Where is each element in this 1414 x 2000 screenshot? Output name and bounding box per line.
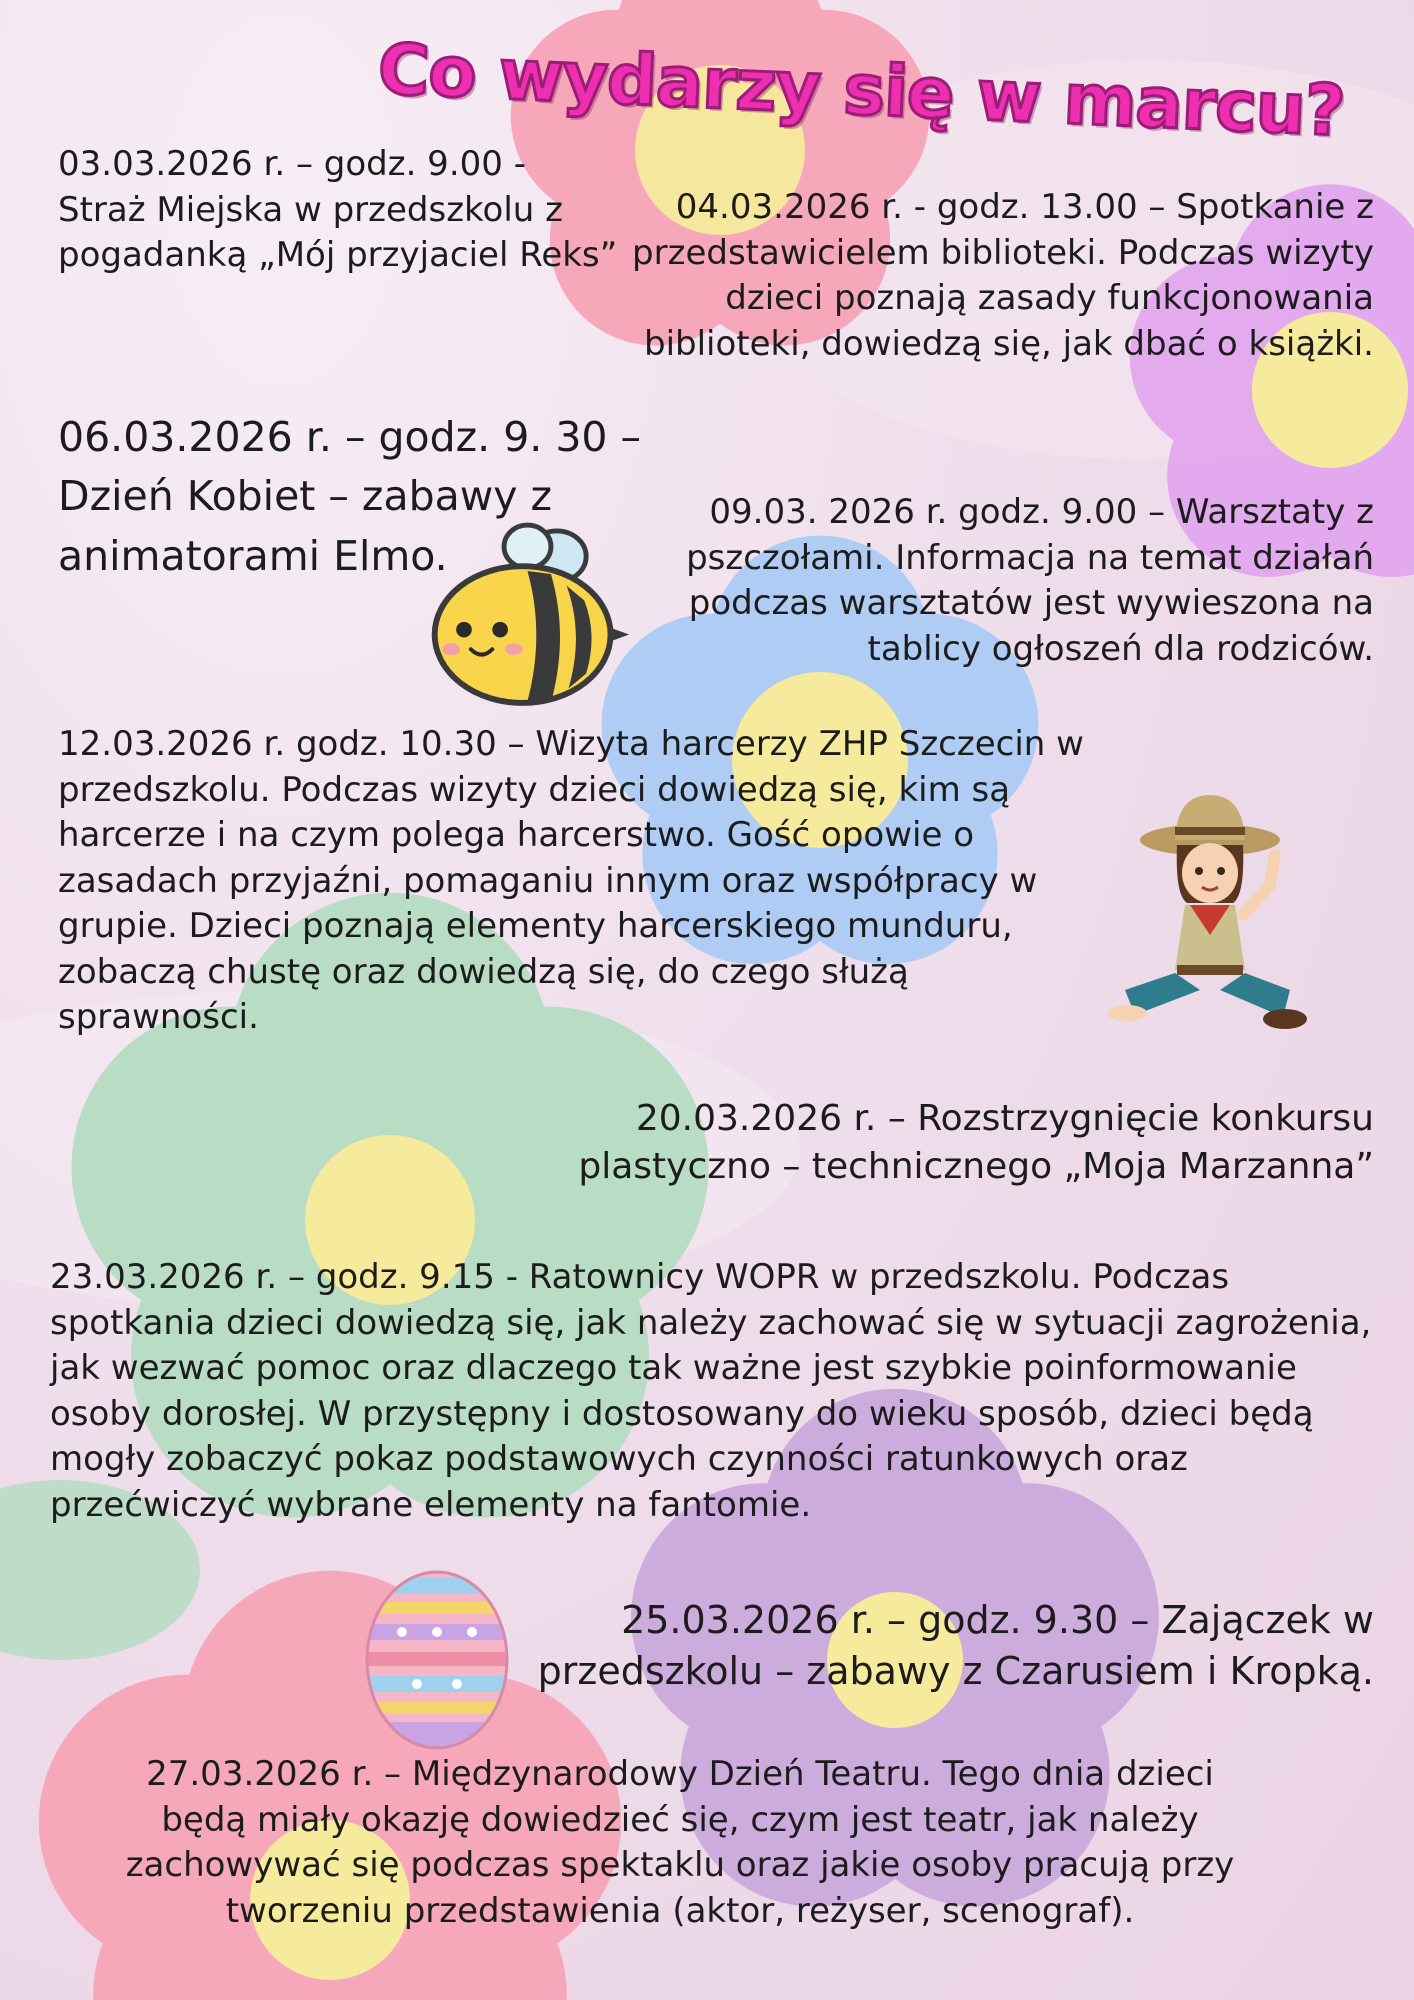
event-23-03: 23.03.2026 r. – godz. 9.15 - Ratownicy WOPR w przedszkolu. Podczas spotkania dzieci dowiedzą się, jak należy zachować się w sytuacji zagrożenia, jak wezwać pomoc oraz dlaczego tak ważne jest szybkie poinformowanie osoby dorosłej. W przystępny i dostosowany do wieku sposób, dzieci będą mogły zobaczyć pokaz podstawowych czynności ratunkowych oraz przećwiczyć wybrane elementy na fantomie. xyxy=(50,1257,1372,1525)
scout-girl-illustration xyxy=(1105,785,1315,1035)
event-20-03: 20.03.2026 r. – Rozstrzygnięcie konkursu plastyczno – technicznego „Moja Marzanna” xyxy=(578,1098,1374,1188)
event-27-03: 27.03.2026 r. – Międzynarodowy Dzień Teatru. Tego dnia dzieci będą miały okazję dowiedzieć się, czym jest teatr, jak należy zachowywać się podczas spektaklu oraz jakie osoby pracują przy tworzeniu przedstawienia (aktor, reżyser, scenograf). xyxy=(125,1754,1235,1931)
event-06-03: 06.03.2026 r. – godz. 9. 30 – Dzień Kobiet – zabawy z animatorami Elmo. xyxy=(58,413,642,580)
event-04-03: 04.03.2026 r. - godz. 13.00 – Spotkanie z przedstawicielem biblioteki. Podczas wizyty dzieci poznają zasady funkcjonowania biblioteki, dowiedzą się, jak dbać o książki. xyxy=(632,187,1374,364)
event-12-03: 12.03.2026 r. godz. 10.30 – Wizyta harcerzy ZHP Szczecin w przedszkolu. Podczas wizyty dzieci dowiedzą się, kim są harcerze i na czym polega harcerstwo. Gość opowie o zasadach przyjaźni, pomaganiu innym oraz współpracy w grupie. Dzieci poznają elementy harcerskiego munduru, zobaczą chustę oraz dowiedzą się, do czego służą sprawności. xyxy=(58,724,1084,1038)
event-09-03: 09.03. 2026 r. godz. 9.00 – Warsztaty z pszczołami. Informacja na temat działań podczas warsztatów jest wywieszona na tablicy ogłoszeń dla rodziców. xyxy=(686,492,1374,669)
bee-illustration xyxy=(420,515,635,715)
easter-egg-illustration xyxy=(362,1562,512,1752)
event-25-03: 25.03.2026 r. – godz. 9.30 – Zajączek w przedszkolu – zabawy z Czarusiem i Kropką. xyxy=(537,1598,1374,1693)
event-03-03: 03.03.2026 r. – godz. 9.00 - Straż Miejska w przedszkolu z pogadanką „Mój przyjaciel Reks” xyxy=(58,144,618,276)
page-title: Co wydarzy się w marcu? xyxy=(376,28,1347,153)
